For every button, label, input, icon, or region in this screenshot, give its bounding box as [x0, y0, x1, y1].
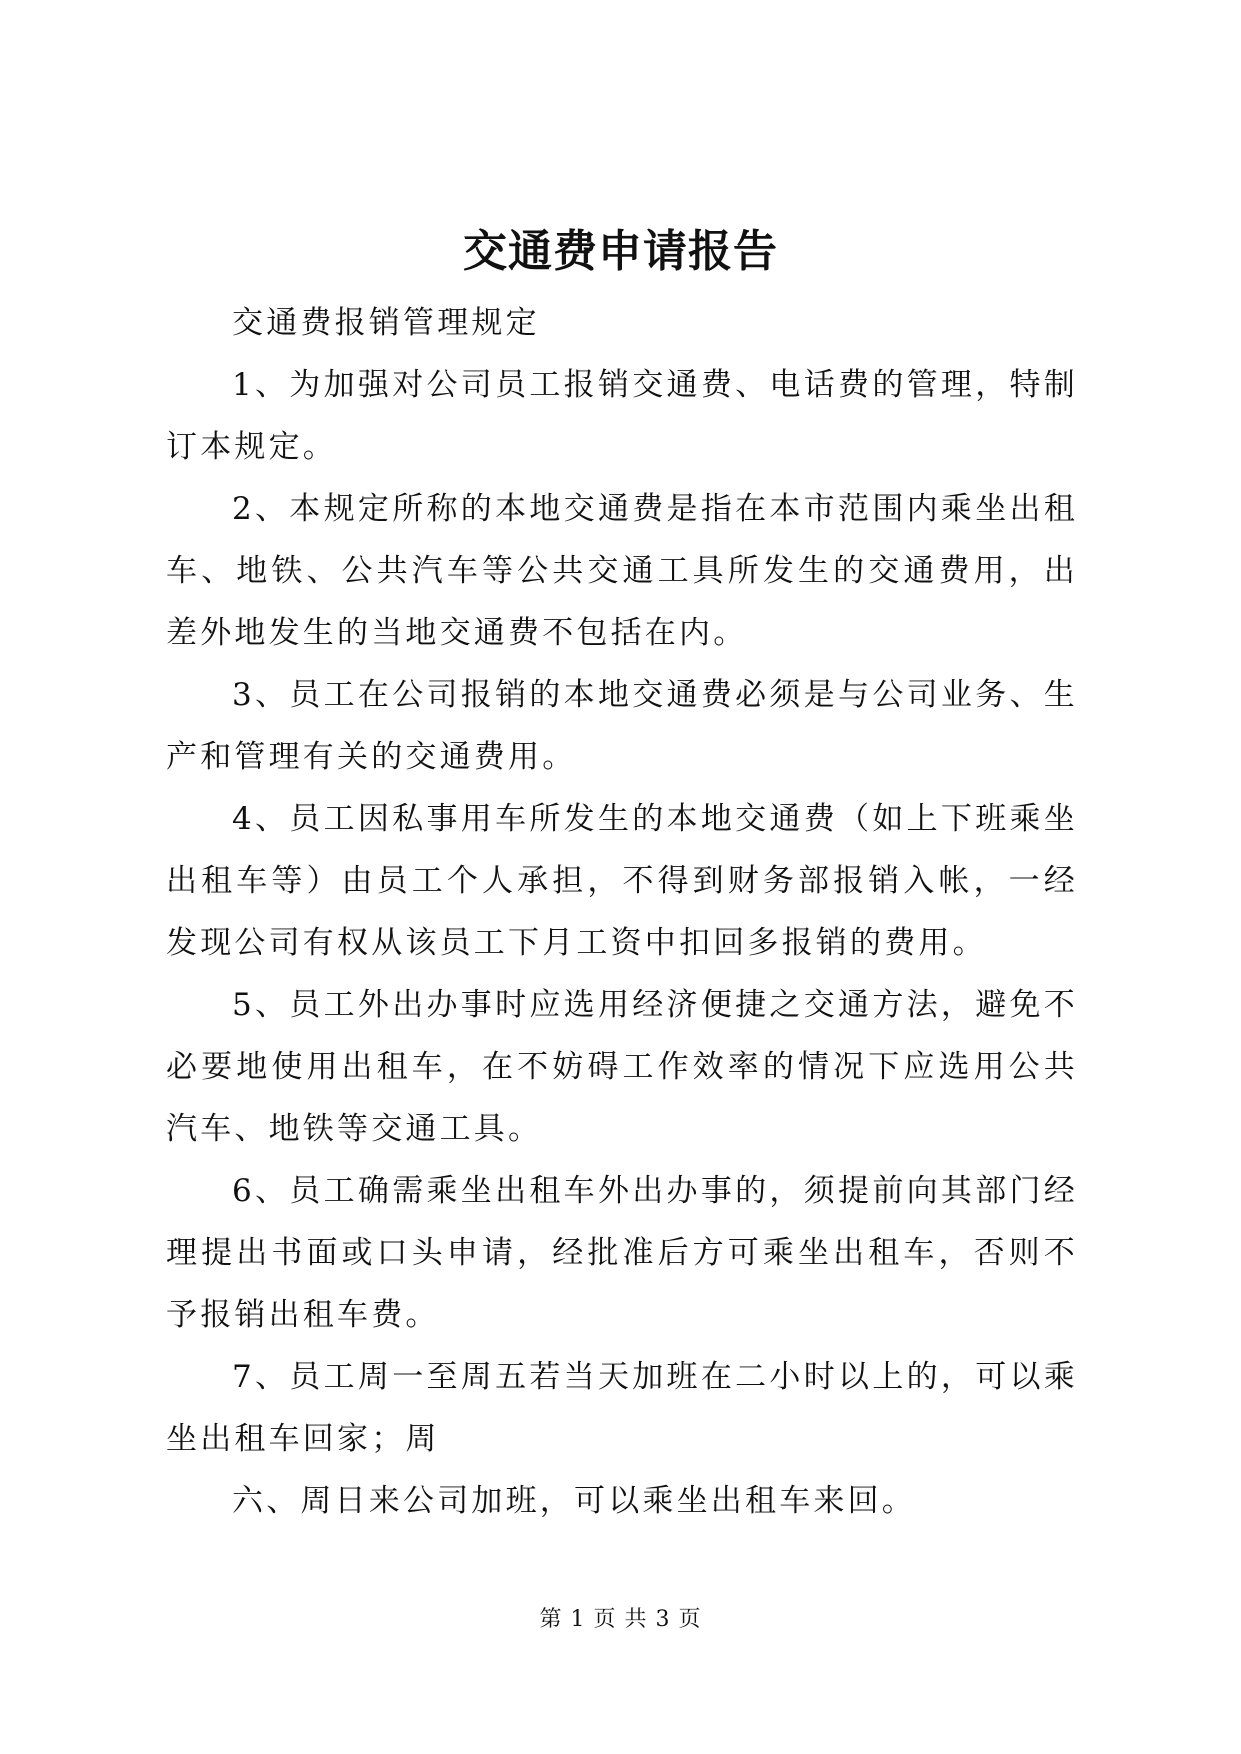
document-body [166, 292, 1078, 1532]
paragraph-2: 2、本规定所称的本地交通费是指在本市范围内乘坐出租车、地铁、公共汽车等公共交通工具所发生的交通费用，出差外地发生的当地交通费不包括在内。 [166, 491, 1078, 651]
paragraph-5: 5、员工外出办事时应选用经济便捷之交通方法，避免不必要地使用出租车，在不妨碍工作效率的情况下应选用公共汽车、地铁等交通工具。 [166, 987, 1078, 1147]
document-title: 交通费申请报告 [463, 226, 778, 277]
paragraph-6: 6、员工确需乘坐出租车外出办事的，须提前向其部门经理提出书面或口头申请，经批准后方可乘坐出租车，否则不予报销出租车费。 [166, 1173, 1078, 1333]
paragraph-7: 7、员工周一至周五若当天加班在二小时以上的，可以乘坐出租车回家；周 [166, 1359, 1078, 1457]
paragraph-8: 六、周日来公司加班，可以乘坐出租车来回。 [232, 1483, 916, 1519]
paragraph-4: 4、员工因私事用车所发生的本地交通费（如上下班乘坐出租车等）由员工个人承担，不得到财务部报销入帐，一经发现公司有权从该员工下月工资中扣回多报销的费用。 [166, 801, 1078, 961]
page-number-footer: 第 1 页 共 3 页 [539, 1607, 702, 1632]
paragraph-1: 1、为加强对公司员工报销交通费、电话费的管理，特制订本规定。 [166, 367, 1078, 465]
paragraph-3: 3、员工在公司报销的本地交通费必须是与公司业务、生产和管理有关的交通费用。 [166, 677, 1078, 775]
paragraph-heading: 交通费报销管理规定 [232, 305, 540, 341]
